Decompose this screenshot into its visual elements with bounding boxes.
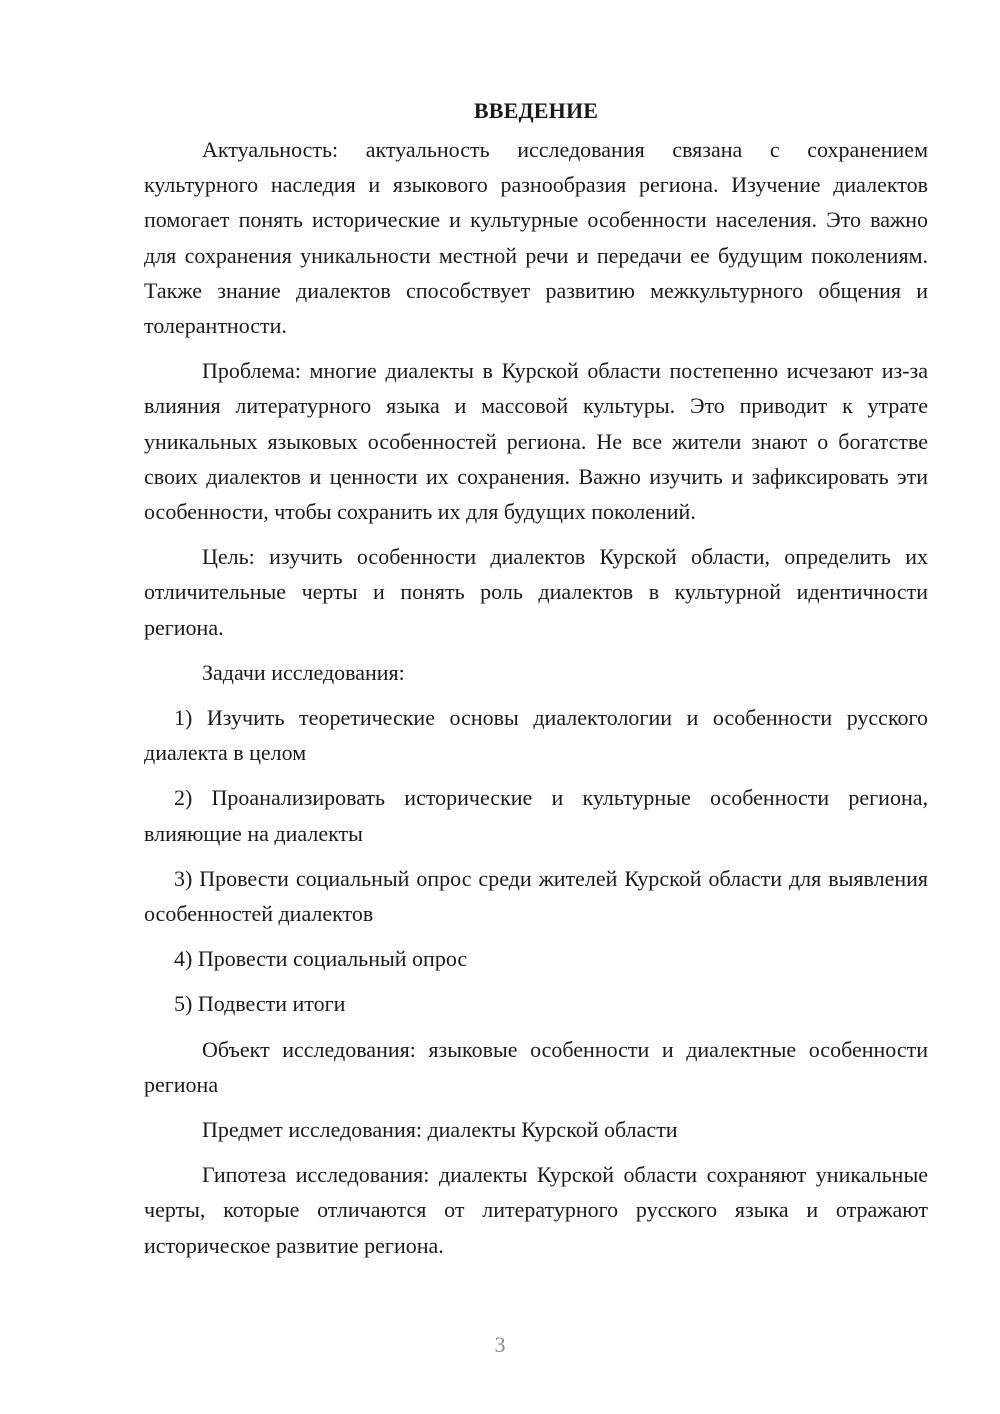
relevance-paragraph: Актуальность: актуальность исследования связана с сохранением культурного наследия и языкового разнообразия региона. Изучение диалектов помогает понять исторические и культурные особенности населения. Это важно для сохранения уникальности местной речи и передачи ее будущим поколениям. Также знание диалектов способствует развитию межкультурного общения и толерантности. xyxy=(144,137,928,339)
hypothesis-paragraph: Гипотеза исследования: диалекты Курской области сохраняют уникальные черты, которые отличаются от литературного русского языка и отражают историческое развитие региона. xyxy=(144,1162,928,1258)
task-item-2: 2) Проанализировать исторические и культурные особенности региона, влияющие на диалекты xyxy=(144,785,928,846)
goal-paragraph: Цель: изучить особенности диалектов Курской области, определить их отличительные черты и понять роль диалектов в культурной идентичности региона. xyxy=(144,544,928,640)
page-number: 3 xyxy=(494,1332,506,1357)
page-content xyxy=(144,96,928,1273)
problem-paragraph: Проблема: многие диалекты в Курской области постепенно исчезают из-за влияния литературного языка и массовой культуры. Это приводит к утрате уникальных языковых особенностей региона. Не все жители знают о богатстве своих диалектов и ценности их сохранения. Важно изучить и зафиксировать эти особенности, чтобы сохранить их для будущих поколений. xyxy=(144,358,928,525)
task-item-3: 3) Провести социальный опрос среди жителей Курской области для выявления особенностей диалектов xyxy=(144,865,928,927)
task-item-5: 5) Подвести итоги xyxy=(174,991,346,1017)
tasks-heading: Задачи исследования: xyxy=(202,659,405,685)
subject-paragraph: Предмет исследования: диалекты Курской области xyxy=(202,1117,678,1143)
page-title: ВВЕДЕНИЕ xyxy=(473,98,599,123)
object-paragraph: Объект исследования: языковые особенности и диалектные особенности региона xyxy=(144,1036,928,1097)
task-item-4: 4) Провести социальный опрос xyxy=(174,946,468,972)
task-item-1: 1) Изучить теоретические основы диалектологии и особенности русского диалекта в целом xyxy=(144,705,928,766)
